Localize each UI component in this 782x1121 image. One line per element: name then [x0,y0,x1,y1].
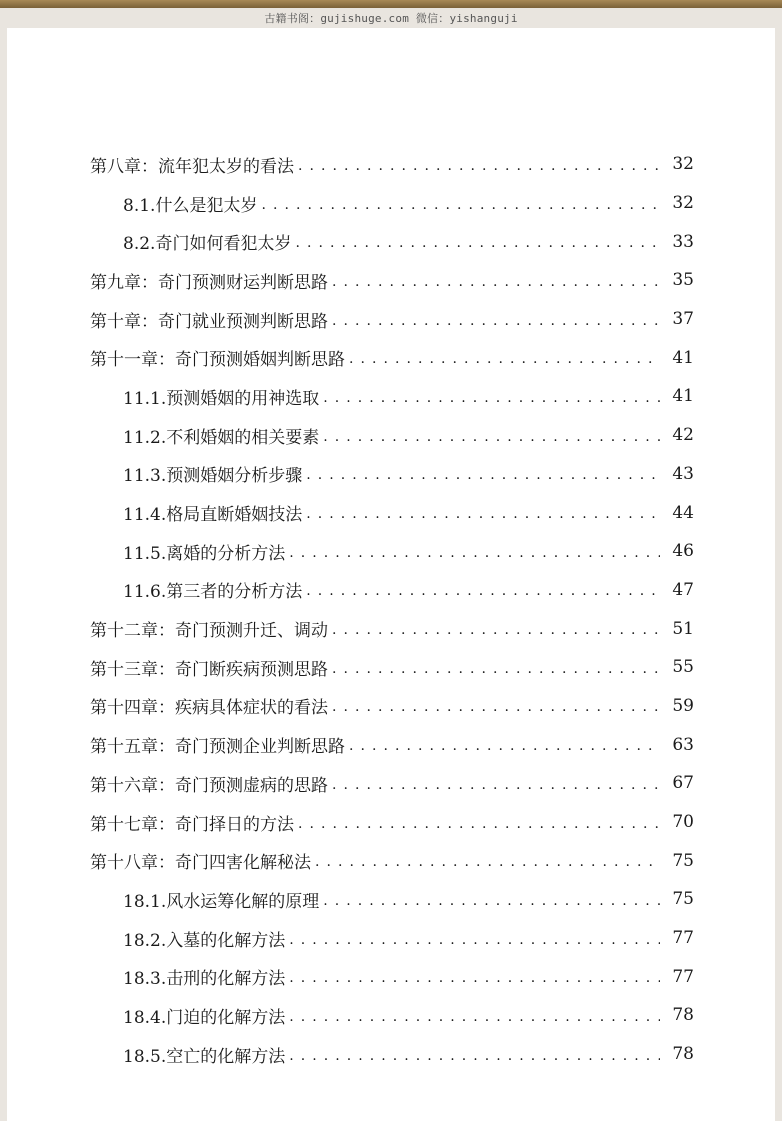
toc-dot-leader [349,736,660,753]
toc-dot-leader [261,195,660,212]
toc-section-entry[interactable] [90,996,694,1035]
table-of-contents [90,145,694,1074]
toc-entry-title: 11.3.预测婚姻分析步骤 [123,466,303,487]
toc-section-entry[interactable] [90,377,694,416]
toc-page-number: 63 [672,734,694,755]
toc-entry-title: 第十一章：奇门预测婚姻判断思路 [90,350,345,371]
toc-dot-leader [289,1007,660,1024]
toc-page-number: 35 [672,270,694,291]
toc-section-entry[interactable] [90,222,694,261]
toc-page-number: 55 [672,657,694,678]
toc-dot-leader [298,814,660,831]
toc-chapter-entry[interactable] [90,841,694,880]
toc-entry-title: 第十八章：奇门四害化解秘法 [90,853,311,874]
toc-page-number: 43 [672,463,694,484]
toc-section-entry[interactable] [90,1035,694,1074]
toc-page-number: 75 [672,889,694,910]
toc-chapter-entry[interactable] [90,261,694,300]
toc-dot-leader [306,465,660,482]
toc-page-number: 41 [672,386,694,407]
toc-entry-title: 11.4.格局直断婚姻技法 [123,505,303,526]
toc-dot-leader [289,1046,660,1063]
toc-dot-leader [323,891,660,908]
toc-page-number: 77 [672,928,694,949]
toc-dot-leader [306,581,660,598]
toc-section-entry[interactable] [90,571,694,610]
toc-dot-leader [315,852,660,869]
toc-chapter-entry[interactable] [90,687,694,726]
toc-page-number: 41 [672,347,694,368]
toc-page-number: 59 [672,695,694,716]
toc-entry-title: 第十章：奇门就业预测判断思路 [90,311,328,332]
toc-entry-title: 8.1.什么是犯太岁 [123,195,258,216]
toc-entry-title: 第十四章：疾病具体症状的看法 [90,698,328,719]
toc-section-entry[interactable] [90,455,694,494]
toc-chapter-entry[interactable] [90,764,694,803]
toc-page-number: 67 [672,773,694,794]
toc-section-entry[interactable] [90,880,694,919]
toc-dot-leader [332,620,660,637]
toc-page-number: 32 [672,193,694,214]
toc-entry-title: 11.6.第三者的分析方法 [123,582,303,603]
watermark-text: 古籍书阁：gujishuge.com 微信：yishanguji [264,12,518,25]
toc-dot-leader [295,233,660,250]
toc-dot-leader [332,311,660,328]
toc-page-number: 75 [672,850,694,871]
toc-dot-leader [332,697,660,714]
toc-page-number: 37 [672,309,694,330]
toc-page-number: 78 [672,1044,694,1065]
toc-dot-leader [298,156,660,173]
document-page [7,28,775,1121]
toc-section-entry[interactable] [90,532,694,571]
toc-dot-leader [289,968,660,985]
toc-chapter-entry[interactable] [90,300,694,339]
toc-entry-title: 11.5.离婚的分析方法 [123,543,286,564]
toc-entry-title: 11.1.预测婚姻的用神选取 [123,388,320,409]
toc-entry-title: 第十六章：奇门预测虚病的思路 [90,775,328,796]
toc-entry-title: 18.1.风水运筹化解的原理 [123,891,320,912]
toc-dot-leader [306,504,660,521]
toc-page-number: 46 [672,541,694,562]
toc-section-entry[interactable] [90,184,694,223]
toc-entry-title: 18.3.击刑的化解方法 [123,969,286,990]
toc-section-entry[interactable] [90,493,694,532]
toc-chapter-entry[interactable] [90,338,694,377]
toc-dot-leader [332,775,660,792]
toc-chapter-entry[interactable] [90,725,694,764]
toc-entry-title: 第十五章：奇门预测企业判断思路 [90,737,345,758]
toc-dot-leader [323,388,660,405]
toc-page-number: 70 [672,812,694,833]
toc-page-number: 51 [672,618,694,639]
toc-dot-leader [349,349,660,366]
toc-entry-title: 第九章：奇门预测财运判断思路 [90,272,328,293]
toc-page-number: 32 [672,154,694,175]
toc-page-number: 77 [672,966,694,987]
toc-entry-title: 18.4.门迫的化解方法 [123,1007,286,1028]
toc-page-number: 78 [672,1005,694,1026]
toc-chapter-entry[interactable] [90,609,694,648]
toc-dot-leader [323,427,660,444]
toc-section-entry[interactable] [90,919,694,958]
toc-section-entry[interactable] [90,957,694,996]
toc-dot-leader [289,930,660,947]
toc-chapter-entry[interactable] [90,145,694,184]
toc-entry-title: 8.2.奇门如何看犯太岁 [123,234,292,255]
toc-dot-leader [332,272,660,289]
toc-page-number: 33 [672,231,694,252]
toc-page-number: 42 [672,425,694,446]
toc-chapter-entry[interactable] [90,803,694,842]
toc-entry-title: 第八章：流年犯太岁的看法 [90,156,294,177]
toc-entry-title: 11.2.不利婚姻的相关要素 [123,427,320,448]
toc-entry-title: 第十三章：奇门断疾病预测思路 [90,659,328,680]
toc-entry-title: 第十二章：奇门预测升迁、调动 [90,621,328,642]
toc-entry-title: 第十七章：奇门择日的方法 [90,814,294,835]
toc-dot-leader [332,659,660,676]
toc-section-entry[interactable] [90,416,694,455]
top-border-bar [0,0,782,8]
toc-entry-title: 18.5.空亡的化解方法 [123,1046,286,1067]
toc-dot-leader [289,543,660,560]
toc-page-number: 47 [672,579,694,600]
toc-entry-title: 18.2.入墓的化解方法 [123,930,286,951]
toc-chapter-entry[interactable] [90,648,694,687]
toc-page-number: 44 [672,502,694,523]
